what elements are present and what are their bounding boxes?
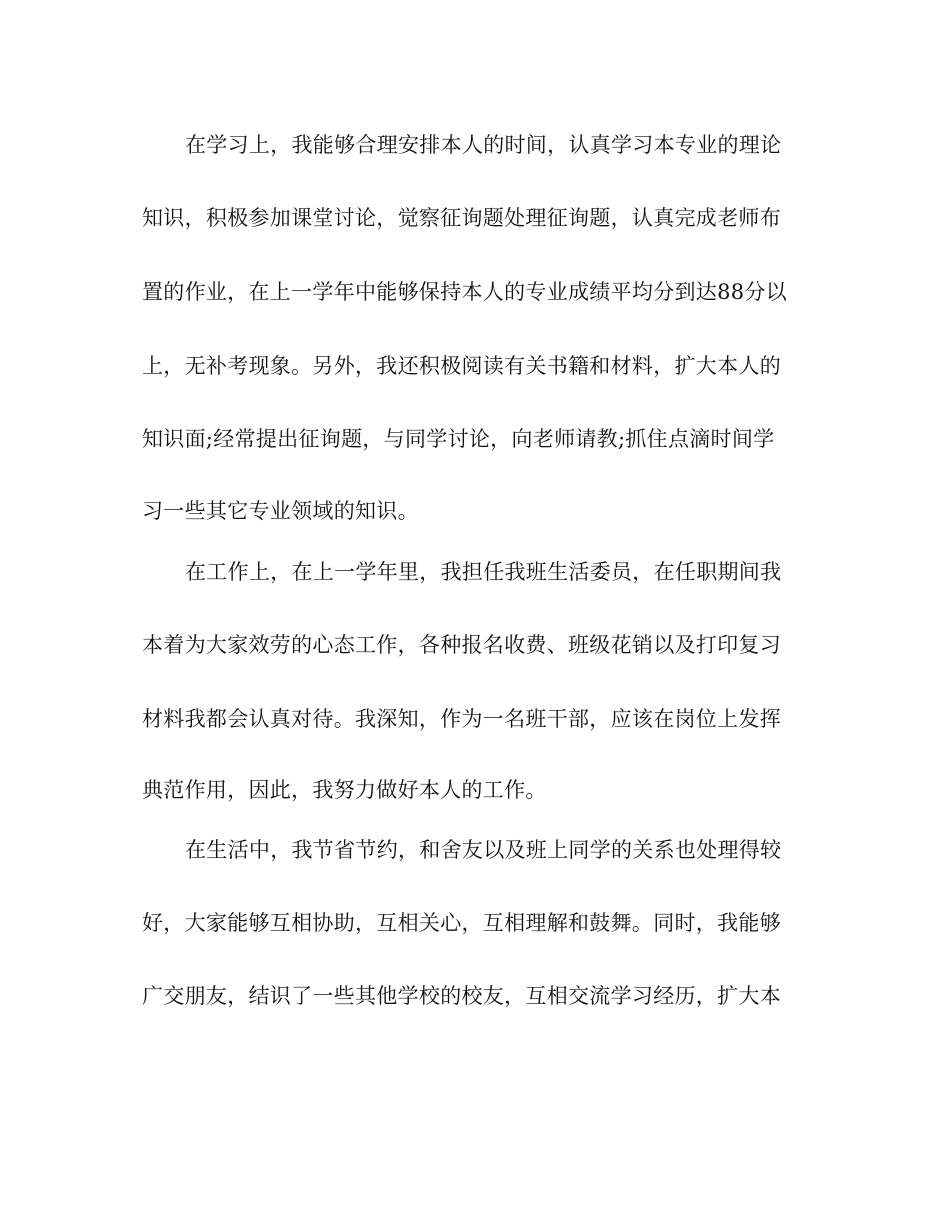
paragraph-2-line-4: 典范作用，因此，我努力做好本人的工作。	[142, 778, 547, 802]
paragraph-1-line-5: 知识面;经常提出征询题，与同学讨论，向老师请教;抓住点滴时间学	[142, 427, 775, 451]
paragraph-2-line-2: 本着为大家效劳的心态工作，各种报名收费、班级花销以及打印复习	[142, 633, 781, 657]
paragraph-1-line-1: 在学习上，我能够合理安排本人的时间，认真学习本专业的理论	[185, 133, 782, 157]
paragraph-1-line-4: 上，无补考现象。另外，我还积极阅读有关书籍和材料，扩大本人的	[142, 354, 781, 378]
paragraph-2-line-1: 在工作上，在上一学年里，我担任我班生活委员，在任职期间我	[185, 560, 782, 584]
paragraph-3-line-1: 在生活中，我节省节约，和舍友以及班上同学的关系也处理得较	[185, 838, 782, 862]
paragraph-2-line-3: 材料我都会认真对待。我深知，作为一名班干部，应该在岗位上发挥	[142, 707, 781, 731]
paragraph-1-line-2: 知识，积极参加课堂讨论，觉察征询题处理征询题，认真完成老师布	[142, 206, 781, 230]
paragraph-1-line-3: 置的作业，在上一学年中能够保持本人的专业成绩平均分到达88分以	[142, 280, 788, 304]
paragraph-3-line-3: 广交朋友，结识了一些其他学校的校友，互相交流学习经历，扩大本	[142, 984, 781, 1008]
paragraph-1-line-6: 习一些其它专业领域的知识。	[142, 499, 419, 523]
paragraph-3-line-2: 好，大家能够互相协助，互相关心，互相理解和鼓舞。同时，我能够	[142, 911, 781, 935]
